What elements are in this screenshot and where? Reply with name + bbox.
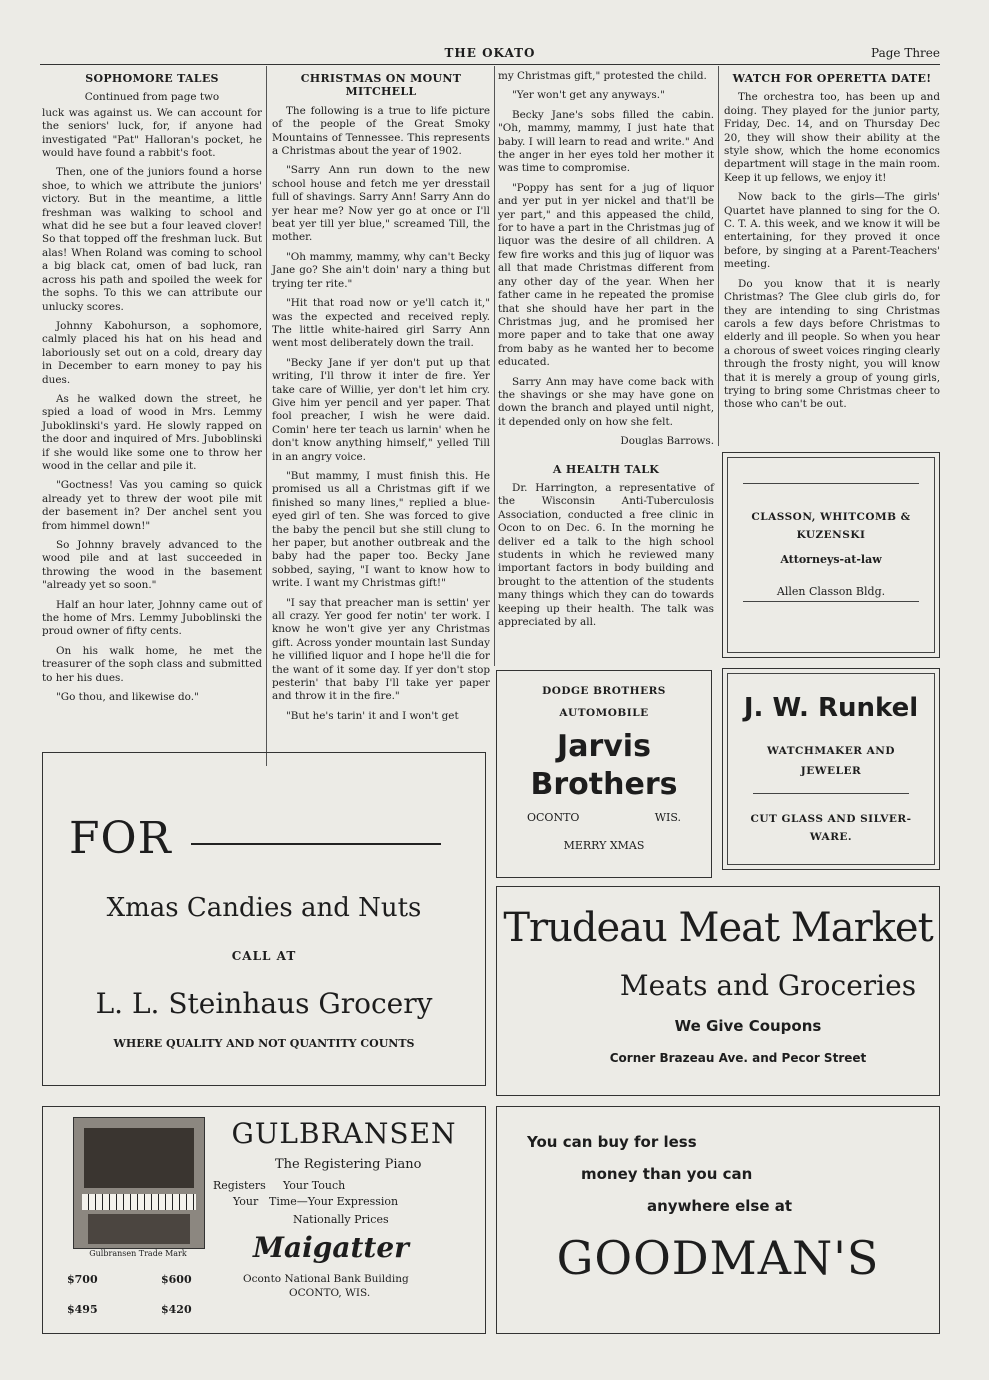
- paragraph: "Hit that road now or ye'll catch it," was the expected and received reply. The little white-haired girl Sarry Ann went most deliberately down the trail.: [272, 297, 490, 350]
- column-christmas-continued: [498, 70, 714, 635]
- ad-classon-whitcomb: [722, 452, 940, 658]
- ad-line: The Registering Piano: [275, 1157, 422, 1172]
- ad-gulbransen-piano: [42, 1106, 486, 1334]
- paragraph: Becky Jane's sobs filled the cabin. "Oh, mammy, mammy, I just hate that baby. I will learn to read and write." And the anger in her eyes told her mother it was time to compromise.: [498, 108, 714, 175]
- price: $700: [67, 1273, 98, 1286]
- dealer-name: Maigatter: [253, 1231, 409, 1264]
- trademark-caption: Gulbransen Trade Mark: [89, 1249, 187, 1258]
- newspaper-title: THE OKATO: [444, 46, 536, 60]
- column-sophomore-tales: [42, 70, 262, 710]
- price: $600: [161, 1273, 192, 1286]
- paragraph: my Christmas gift," protested the child.: [498, 70, 707, 82]
- piano-upper: [84, 1128, 194, 1188]
- brand-name: GULBRANSEN: [231, 1117, 457, 1150]
- piano-keys: [82, 1194, 196, 1210]
- divider: [753, 793, 909, 794]
- paragraph: Now back to the girls—The girls' Quartet have planned to sing for the O. C. T. A. this week, and we know it will be entertaining, for they proved it once before, by singing at a Parent-Teachers' meeting.: [724, 191, 940, 271]
- store-name: GOODMAN'S: [556, 1231, 880, 1285]
- ad-runkel-jeweler: [722, 668, 940, 870]
- paragraph: On his walk home, he met the treasurer of the soph class and submitted to her his dues.: [42, 644, 263, 684]
- ad-line: JEWELER: [800, 765, 862, 777]
- ad-line: You can buy for less: [527, 1133, 697, 1151]
- ad-line: Attorneys-at-law: [780, 553, 882, 566]
- paragraph: "I say that preacher man is settin' yer all crazy. Yer good fer notin' ter work. I know he won't give yer any Christmas gift. Across yonder mountain last Sunday he villified liquor and I hope he'll die for the want of it some day. If yer don't stop pesterin' that baby I'll take yer paper and throw it in the fire.": [272, 596, 490, 703]
- article-heading: CHRISTMAS ON MOUNT MITCHELL: [300, 72, 462, 99]
- author-signature: Douglas Barrows.: [620, 435, 714, 448]
- paragraph: Do you know that it is nearly Christmas? The Glee club girls do, for they are intending to sing Christmas carols a few days before Christmas to elderly and ill people. So when you hear a chorous of sweet voices ringing clearly through the frosty night, you will know that it is merely a group of young girls, trying to bring some Christmas cheer to those who can't be out.: [724, 277, 940, 411]
- ad-line: Corner Brazeau Ave. and Pecor Street: [609, 1051, 867, 1065]
- ad-line: CLASSON, WHITCOMB &: [751, 511, 911, 523]
- ad-line: Xmas Candies and Nuts: [106, 893, 422, 923]
- paragraph: As he walked down the street, he spied a load of wood in Mrs. Lemmy Juboklinski's yard. He slowly rapped on the door and inquired of Mrs. Juboblinski if she would like some one to throw her wood in the cellar and pile it.: [42, 392, 262, 472]
- piano-icon: [73, 1117, 205, 1249]
- paragraph: The orchestra too, has been up and doing. They played for the junior party, Friday, Dec. 14, and on Thursday Dec 20, they will show their ability at the style show, which the home economics department will stage in the main room. Keep it up fellows, we enjoy it!: [724, 91, 940, 184]
- column-rule: [718, 66, 719, 446]
- paragraph: The following is a true to life picture of the people of the Great Smoky Mountains of Tennessee. This represents a Christmas about the year of 1902.: [272, 104, 490, 158]
- paragraph: So Johnny bravely advanced to the wood pile and at last succeeded in throwing the wood in the basement "already yet so soon.": [42, 539, 262, 592]
- page-number: Page Three: [871, 46, 940, 60]
- divider: [743, 483, 919, 484]
- paragraph: "Oh mammy, mammy, why can't Becky Jane go? She ain't doin' nary a thing but trying ter rite.": [272, 250, 490, 290]
- price: $420: [161, 1303, 192, 1316]
- masthead: [40, 46, 940, 64]
- column-rule: [266, 66, 267, 766]
- ad-line: DODGE BROTHERS: [542, 685, 666, 697]
- ad-line: Your: [233, 1195, 259, 1208]
- ad-line: CUT GLASS AND SILVER-: [750, 813, 912, 825]
- ad-name: J. W. Runkel: [743, 693, 919, 723]
- ad-steinhaus-grocery: [42, 752, 486, 1086]
- ad-line: Allen Classon Bldg.: [776, 585, 886, 598]
- ad-call-at: CALL AT: [231, 949, 297, 963]
- paragraph: "Go thou, and likewise do.": [56, 691, 199, 704]
- ad-line: Meats and Groceries: [619, 969, 917, 1002]
- ad-motto: WHERE QUALITY AND NOT QUANTITY COUNTS: [113, 1037, 415, 1050]
- piano-lower: [88, 1214, 190, 1244]
- paragraph: "Becky Jane if yer don't put up that writing, I'll throw it inter de fire. Yer take care of Willie, yer don't let him cry. Give him yer pencil and yer paper. That fool preacher, I wish he were daid. Comin' here ter teach us larnin' when he don't know anything himself," yelled Till in an angry voice.: [272, 356, 490, 463]
- price: $495: [67, 1303, 98, 1316]
- ad-line: WARE.: [809, 831, 853, 843]
- ad-line: AUTOMOBILE: [559, 707, 649, 719]
- paragraph: Sarry Ann may have come back with the shavings or she may have gone on down the branch and played until night, it depended only on how she felt.: [498, 375, 714, 428]
- paragraph: Dr. Harrington, a representative of the Wisconsin Anti-Tuberculosis Association, conducted a free clinic in Ocon to on Dec. 6. In the morning he deliver ed a talk to the high school students in which he reviewed many important factors in body building and brought to the attention of the students many things which they can do towards keeping up their health. The talk was appreciated by all.: [498, 481, 714, 629]
- top-rule: [40, 64, 940, 65]
- ad-for-rule: [191, 843, 441, 845]
- paragraph: "But mammy, I must finish this. He promised us all a Christmas gift if we finished so many lines," replied a blue-eyed girl of ten. She was forced to give the baby the pencil but she still clung to her paper, but another outbreak and the baby had the paper too. Becky Jane sobbed, saying, "I want to know how to write. I want my Christmas gift!": [272, 469, 490, 590]
- ad-jarvis-brothers: [496, 670, 712, 878]
- column-operetta: [724, 70, 940, 418]
- ad-line: OCONTO, WIS.: [289, 1287, 371, 1299]
- ad-city: OCONTO: [527, 811, 580, 824]
- column-rule: [494, 66, 495, 666]
- ad-line: Your Touch: [283, 1179, 346, 1192]
- ad-goodmans: [496, 1106, 940, 1334]
- ad-line: Oconto National Bank Building: [243, 1273, 409, 1285]
- ad-line: anywhere else at: [647, 1197, 793, 1215]
- ad-name: Brothers: [530, 767, 678, 802]
- paragraph: "Yer won't get any anyways.": [512, 89, 665, 102]
- article-heading: SOPHOMORE TALES: [85, 72, 219, 85]
- paragraph: Half an hour later, Johnny came out of the home of Mrs. Lemmy Juboblinski the proud owner of fifty cents.: [42, 598, 262, 638]
- ad-line: Nationally Prices: [293, 1213, 389, 1226]
- ad-for: FOR: [69, 813, 172, 864]
- paragraph: Johnny Kabohurson, a sophomore, calmly placed his hat on his head and laboriously set out on a cold, dreary day in December to earn money to pay his dues.: [42, 319, 262, 386]
- ad-state: WIS.: [654, 811, 681, 824]
- paragraph: Then, one of the juniors found a horse shoe, to which we attribute the juniors' victory. But in the meantime, a little freshman was walking to school and what did he see but a four leaved clover! So that topped off the freshman luck. But alas! When Roland was coming to school a big black cat, omen of bad luck, ran across his path and spoiled the week for the sophs. To this we can attribute our unlucky scores.: [42, 166, 262, 313]
- ad-line: WATCHMAKER AND: [767, 745, 895, 757]
- paragraph: "Goctness! Vas you caming so quick already yet to threw der woot pile mit der basement in? Der anchel sent you from himmel down!": [42, 479, 262, 532]
- ad-greeting: MERRY XMAS: [563, 839, 645, 852]
- ad-line: We Give Coupons: [674, 1017, 822, 1035]
- paragraph: luck was against us. We can account for the seniors' luck, for, if anyone had investigated "Pat" Halloran's pocket, he would have found a rabbit's foot.: [42, 106, 262, 160]
- paragraph: "Poppy has sent for a jug of liquor and yer put in yer nickel and that'll be yer part," and this appeased the child, for to have a part in the Christmas jug of liquor was the desire of all children. A few fire works and this jug of liquor was all that made Christmas different from any other day of the year. When her father came in he repeated the promise that she should have her part in the Christmas jug, and he promised her more paper and to take that one away from baby as he wanted her to become educated.: [498, 181, 714, 369]
- article-heading: A HEALTH TALK: [552, 462, 660, 476]
- article-heading: WATCH FOR OPERETTA DATE!: [732, 72, 932, 85]
- column-christmas-mount-mitchell: [272, 70, 490, 729]
- paragraph: "Sarry Ann run down to the new school house and fetch me yer dresstail full of shavings. Sarry Ann! Sarry Ann do yer hear me? Now yer go at once or I'll beat yer till yer blue," screamed Till, the mother.: [272, 164, 490, 244]
- ad-name: Jarvis: [557, 729, 651, 764]
- ad-line: money than you can: [581, 1165, 753, 1183]
- ad-name: Trudeau Meat Market: [503, 905, 933, 951]
- ad-line: Time—Your Expression: [269, 1195, 399, 1208]
- paragraph: "But he's tarin' it and I won't get: [286, 709, 459, 722]
- ad-line: KUZENSKI: [796, 529, 866, 541]
- ad-line: Registers: [213, 1179, 266, 1192]
- ad-name: L. L. Steinhaus Grocery: [95, 987, 433, 1020]
- divider: [743, 601, 919, 602]
- continued-note: Continued from page two: [84, 91, 220, 104]
- ad-trudeau-meat-market: [496, 886, 940, 1096]
